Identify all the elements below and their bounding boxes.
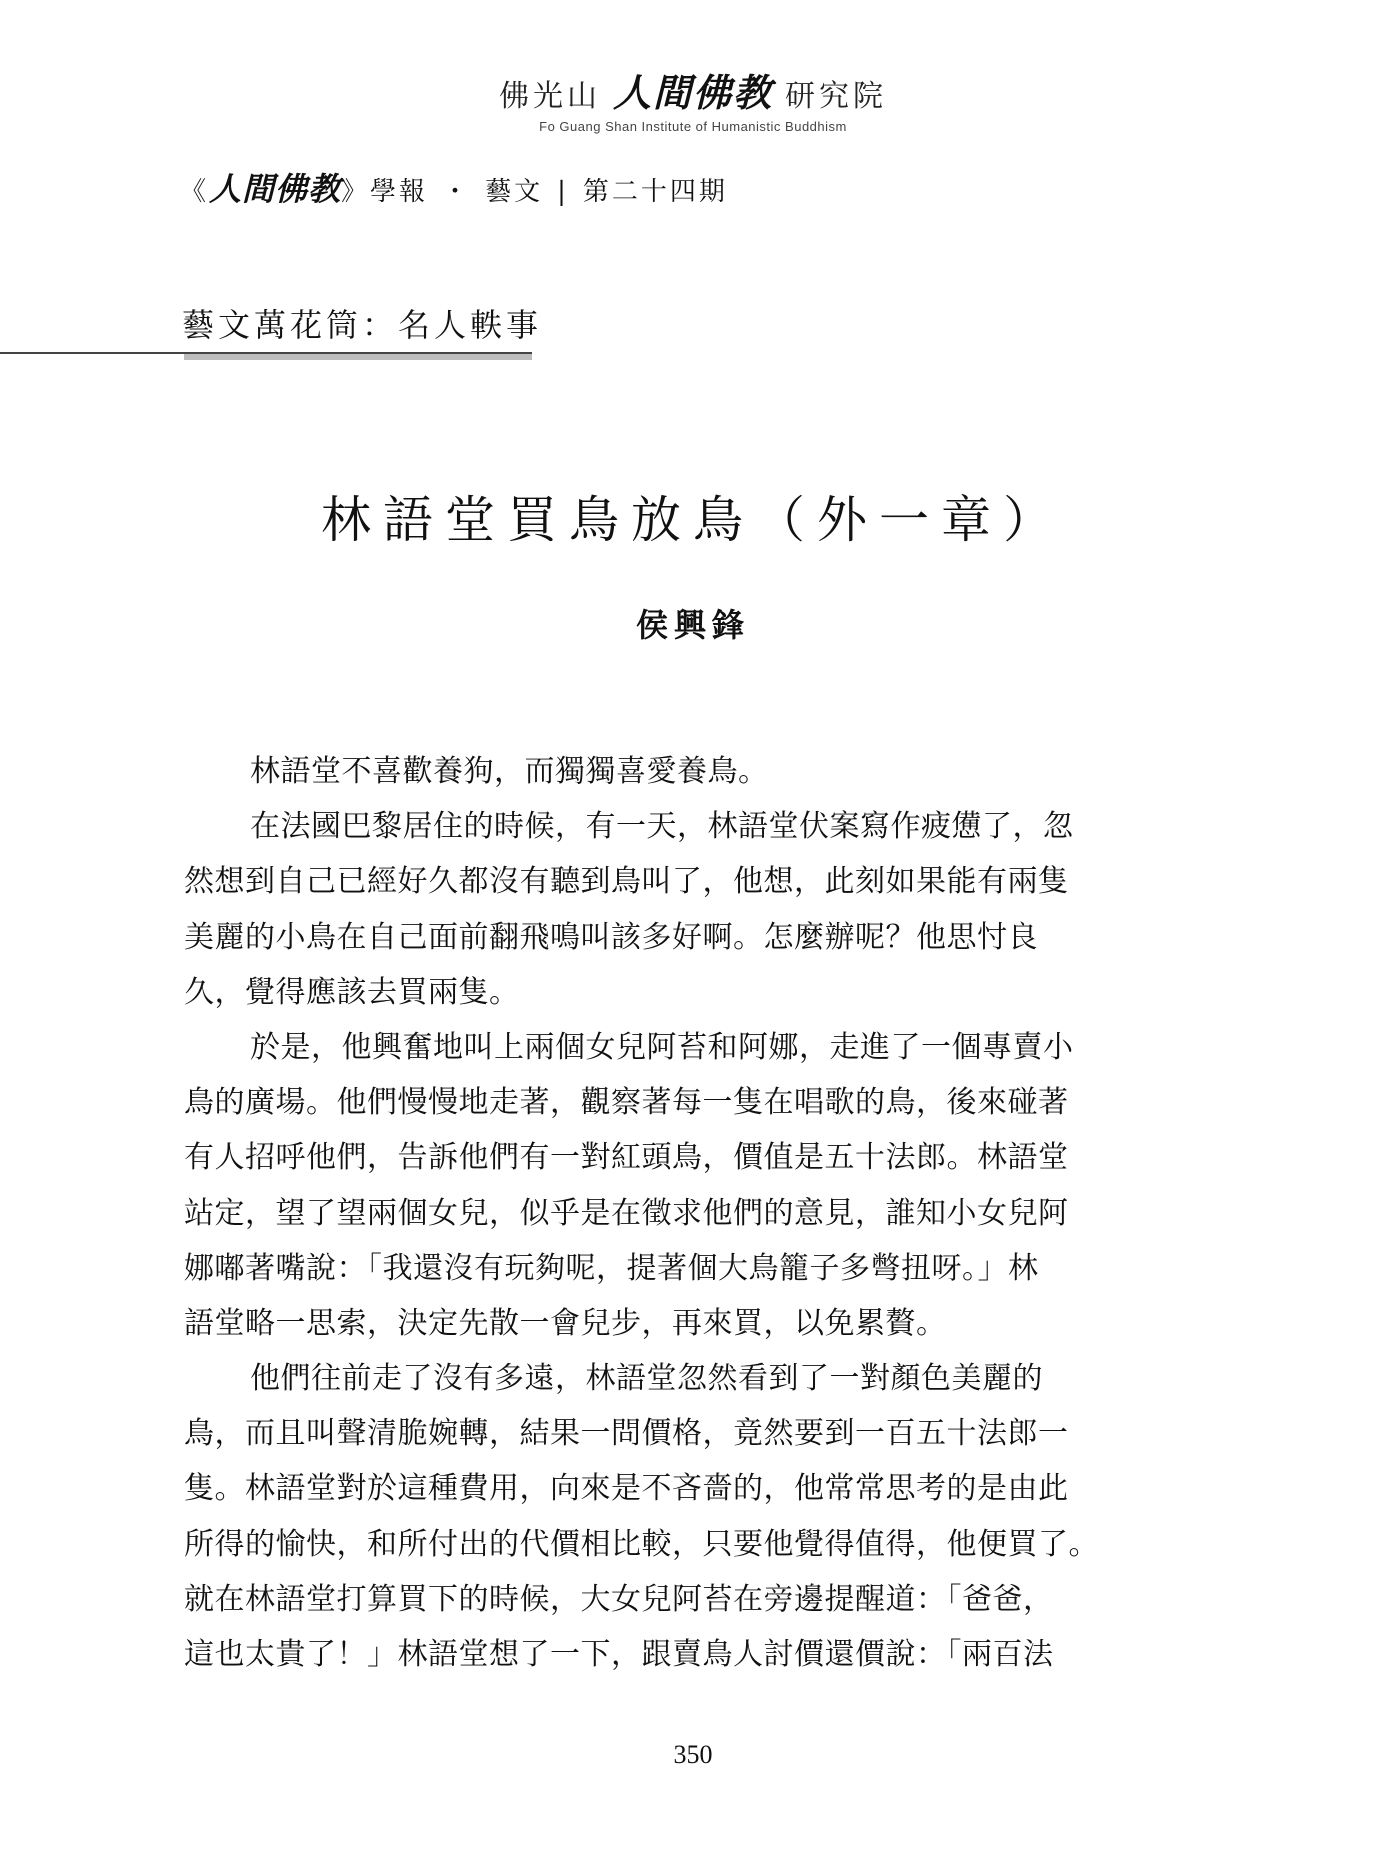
body-line: 在法國巴黎居住的時候，有一天，林語堂伏案寫作疲憊了，忽	[250, 809, 1074, 845]
section-title: 藝文萬花筒：名人軼事	[182, 306, 543, 344]
journal-name: 》學報	[341, 177, 429, 207]
body-line: 然想到自己已經好久都沒有聽到鳥叫了，他想，此刻如果能有兩隻	[184, 864, 1069, 900]
page-number: 350	[673, 1740, 713, 1769]
journal-category: 藝文	[485, 177, 544, 207]
institute-prefix: 佛光山	[498, 79, 601, 114]
institute-name	[499, 62, 887, 117]
journal-dot: ・	[442, 177, 472, 207]
body-line: 娜嘟著嘴說：「我還沒有玩夠呢，提著個大鳥籠子多彆扭呀。」林	[184, 1250, 1039, 1286]
article-title: 林語堂買鳥放鳥（外一章）	[321, 491, 1065, 549]
section-underline	[184, 354, 532, 360]
body-line: 就在林語堂打算買下的時候，大女兒阿苔在旁邊提醒道：「爸爸，	[184, 1581, 1054, 1617]
institute-english-name: Fo Guang Shan Institute of Humanistic Buddhism	[539, 119, 847, 134]
body-line: 隻。林語堂對於這種費用，向來是不吝嗇的，他常常思考的是由此	[184, 1471, 1069, 1507]
body-line: 有人招呼他們，告訴他們有一對紅頭鳥，價值是五十法郎。林語堂	[184, 1140, 1069, 1176]
body-line: 鳥的廣場。他們慢慢地走著，觀察著每一隻在唱歌的鳥，後來碰著	[184, 1085, 1069, 1121]
body-line: 鳥，而且叫聲清脆婉轉，結果一問價格，竟然要到一百五十法郎一	[184, 1416, 1069, 1452]
article-body	[184, 744, 1184, 1682]
body-line: 於是，他興奮地叫上兩個女兒阿苔和阿娜，走進了一個專賣小	[250, 1029, 1074, 1065]
institute-header	[0, 62, 1386, 134]
institute-suffix: 研究院	[785, 79, 887, 114]
journal-header	[180, 164, 728, 210]
body-line: 站定，望了望兩個女兒，似乎是在徵求他們的意見，誰知小女兒阿	[184, 1195, 1069, 1231]
body-line: 久，覺得應該去買兩隻。	[184, 974, 520, 1010]
journal-divider: |	[557, 177, 569, 207]
body-line: 這也太貴了！」林語堂想了一下，跟賣鳥人討價還價說：「兩百法	[184, 1637, 1054, 1672]
body-line: 林語堂不喜歡養狗，而獨獨喜愛養鳥。	[250, 754, 769, 789]
institute-brand-logo: 人間佛教	[612, 71, 773, 115]
journal-issue: 第二十四期	[582, 177, 728, 207]
body-line: 所得的愉快，和所付出的代價相比較，只要他覺得值得，他便買了。	[184, 1526, 1099, 1562]
body-line: 他們往前走了沒有多遠，林語堂忽然看到了一對顏色美麗的	[250, 1361, 1043, 1397]
journal-open-quote: 《	[180, 177, 210, 207]
body-line: 美麗的小鳥在自己面前翻飛鳴叫該多好啊。怎麼辦呢？他思忖良	[184, 919, 1038, 955]
body-line: 語堂略一思索，決定先散一會兒步，再來買，以免累贅。	[184, 1305, 947, 1341]
journal-brand-logo: 人間佛教	[209, 170, 342, 208]
article-author: 侯興鋒	[635, 606, 750, 644]
